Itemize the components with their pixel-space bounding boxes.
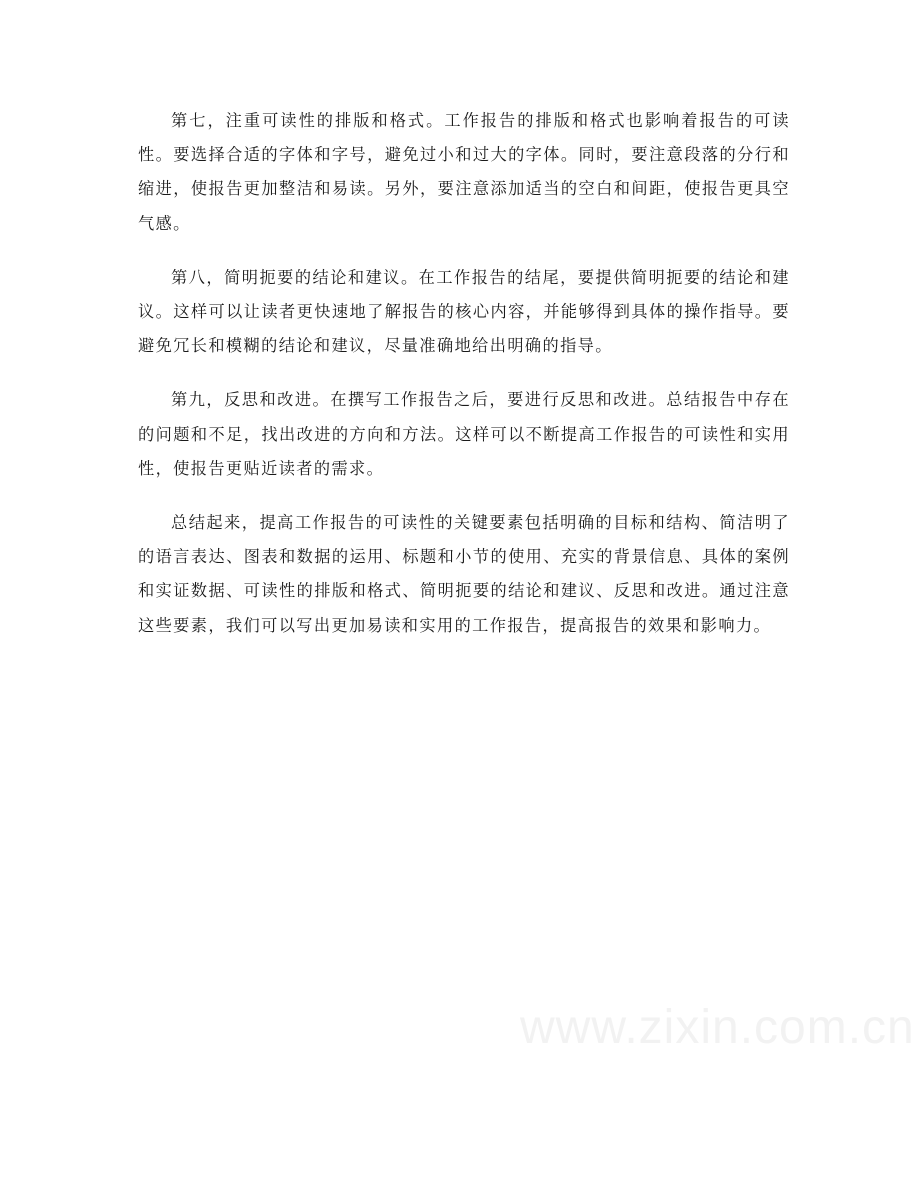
watermark-text: www.zixin.com.cn	[520, 1001, 915, 1054]
paragraph-9: 第九，反思和改进。在撰写工作报告之后，要进行反思和改进。总结报告中存在的问题和不足，找出改进的方向和方法。这样可以不断提高工作报告的可读性和实用性，使报告更贴近读者的需求。	[138, 390, 790, 478]
document-body	[138, 104, 790, 663]
paragraph-8: 第八，简明扼要的结论和建议。在工作报告的结尾，要提供简明扼要的结论和建议。这样可以让读者更快速地了解报告的核心内容，并能够得到具体的操作指导。要避免冗长和模糊的结论和建议，尽量准确地给出明确的指导。	[138, 267, 790, 356]
paragraph-7: 第七，注重可读性的排版和格式。工作报告的排版和格式也影响着报告的可读性。要选择合适的字体和字号，避免过小和过大的字体。同时，要注意段落的分行和缩进，使报告更加整洁和易读。另外，要注意添加适当的空白和间距，使报告更具空气感。	[138, 111, 790, 233]
paragraph-summary: 总结起来，提高工作报告的可读性的关键要素包括明确的目标和结构、简洁明了的语言表达、图表和数据的运用、标题和小节的使用、充实的背景信息、具体的案例和实证数据、可读性的排版和格式、简明扼要的结论和建议、反思和改进。通过注意这些要素，我们可以写出更加易读和实用的工作报告，提高报告的效果和影响力。	[138, 513, 790, 635]
